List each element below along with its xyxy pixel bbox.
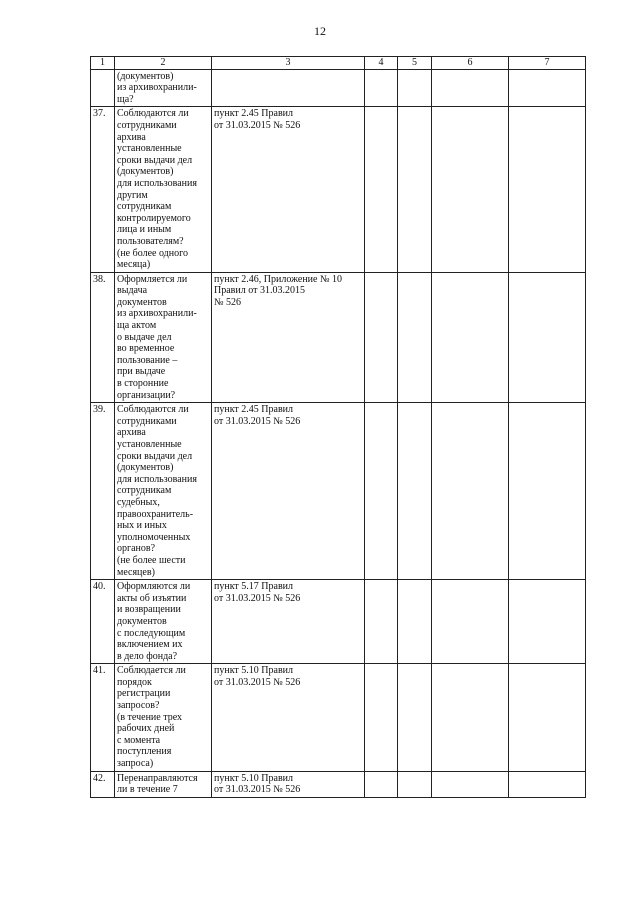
empty-cell xyxy=(365,580,398,664)
table-row xyxy=(91,771,586,797)
page-number: 12 xyxy=(314,24,326,38)
row-number: 38. xyxy=(91,272,115,403)
empty-cell xyxy=(509,69,586,107)
question-cell: Оформляется ли выдача документов из архивохранили- ща актом о выдаче дел во временное пользование – при выдаче в сторонние организации? xyxy=(115,272,212,403)
question-cell: Перенаправляются ли в течение 7 xyxy=(115,771,212,797)
header-row xyxy=(91,57,586,70)
table-row xyxy=(91,580,586,664)
reference-cell: пункт 2.45 Правил от 31.03.2015 № 526 xyxy=(212,403,365,580)
empty-cell xyxy=(365,771,398,797)
empty-cell xyxy=(365,403,398,580)
empty-cell xyxy=(398,272,432,403)
col-header-5: 5 xyxy=(398,57,432,70)
empty-cell xyxy=(509,272,586,403)
row-number: 41. xyxy=(91,664,115,771)
col-header-6: 6 xyxy=(432,57,509,70)
row-number: 37. xyxy=(91,107,115,272)
empty-cell xyxy=(365,69,398,107)
reference-cell: пункт 5.10 Правил от 31.03.2015 № 526 xyxy=(212,771,365,797)
empty-cell xyxy=(509,771,586,797)
empty-cell xyxy=(398,403,432,580)
empty-cell xyxy=(432,107,509,272)
col-header-3: 3 xyxy=(212,57,365,70)
empty-cell xyxy=(432,403,509,580)
empty-cell xyxy=(509,664,586,771)
empty-cell xyxy=(509,403,586,580)
reference-cell: пункт 5.17 Правил от 31.03.2015 № 526 xyxy=(212,580,365,664)
row-number: 42. xyxy=(91,771,115,797)
row-number: 40. xyxy=(91,580,115,664)
question-cell: Соблюдаются ли сотрудниками архива установленные сроки выдачи дел (документов) для использования другим сотрудникам контролируемого лица и иным пользователям? (не более одного месяца) xyxy=(115,107,212,272)
reference-cell: пункт 2.46, Приложение № 10 Правил от 31.03.2015 № 526 xyxy=(212,272,365,403)
empty-cell xyxy=(365,107,398,272)
table-row xyxy=(91,107,586,272)
empty-cell xyxy=(432,771,509,797)
empty-cell xyxy=(432,69,509,107)
row-number xyxy=(91,69,115,107)
empty-cell xyxy=(398,69,432,107)
table-row xyxy=(91,69,586,107)
empty-cell xyxy=(365,664,398,771)
reference-cell xyxy=(212,69,365,107)
table-row xyxy=(91,403,586,580)
empty-cell xyxy=(398,580,432,664)
row-number: 39. xyxy=(91,403,115,580)
question-cell: Оформляются ли акты об изъятии и возвращении документов с последующим включением их в дело фонда? xyxy=(115,580,212,664)
table-row xyxy=(91,272,586,403)
empty-cell xyxy=(432,664,509,771)
table-row xyxy=(91,664,586,771)
empty-cell xyxy=(432,272,509,403)
checklist-table xyxy=(90,56,586,798)
col-header-7: 7 xyxy=(509,57,586,70)
col-header-2: 2 xyxy=(115,57,212,70)
empty-cell xyxy=(509,580,586,664)
reference-cell: пункт 2.45 Правил от 31.03.2015 № 526 xyxy=(212,107,365,272)
empty-cell xyxy=(365,272,398,403)
empty-cell xyxy=(398,107,432,272)
empty-cell xyxy=(398,771,432,797)
empty-cell xyxy=(432,580,509,664)
col-header-4: 4 xyxy=(365,57,398,70)
question-cell: Соблюдается ли порядок регистрации запросов? (в течение трех рабочих дней с момента поступления запроса) xyxy=(115,664,212,771)
reference-cell: пункт 5.10 Правил от 31.03.2015 № 526 xyxy=(212,664,365,771)
question-cell: Соблюдаются ли сотрудниками архива установленные сроки выдачи дел (документов) для использования сотрудникам судебных, правоохранитель- ных и иных уполномоченных органов? (не более шести месяцев) xyxy=(115,403,212,580)
question-cell: (документов) из архивохранили- ща? xyxy=(115,69,212,107)
empty-cell xyxy=(509,107,586,272)
empty-cell xyxy=(398,664,432,771)
col-header-1: 1 xyxy=(91,57,115,70)
